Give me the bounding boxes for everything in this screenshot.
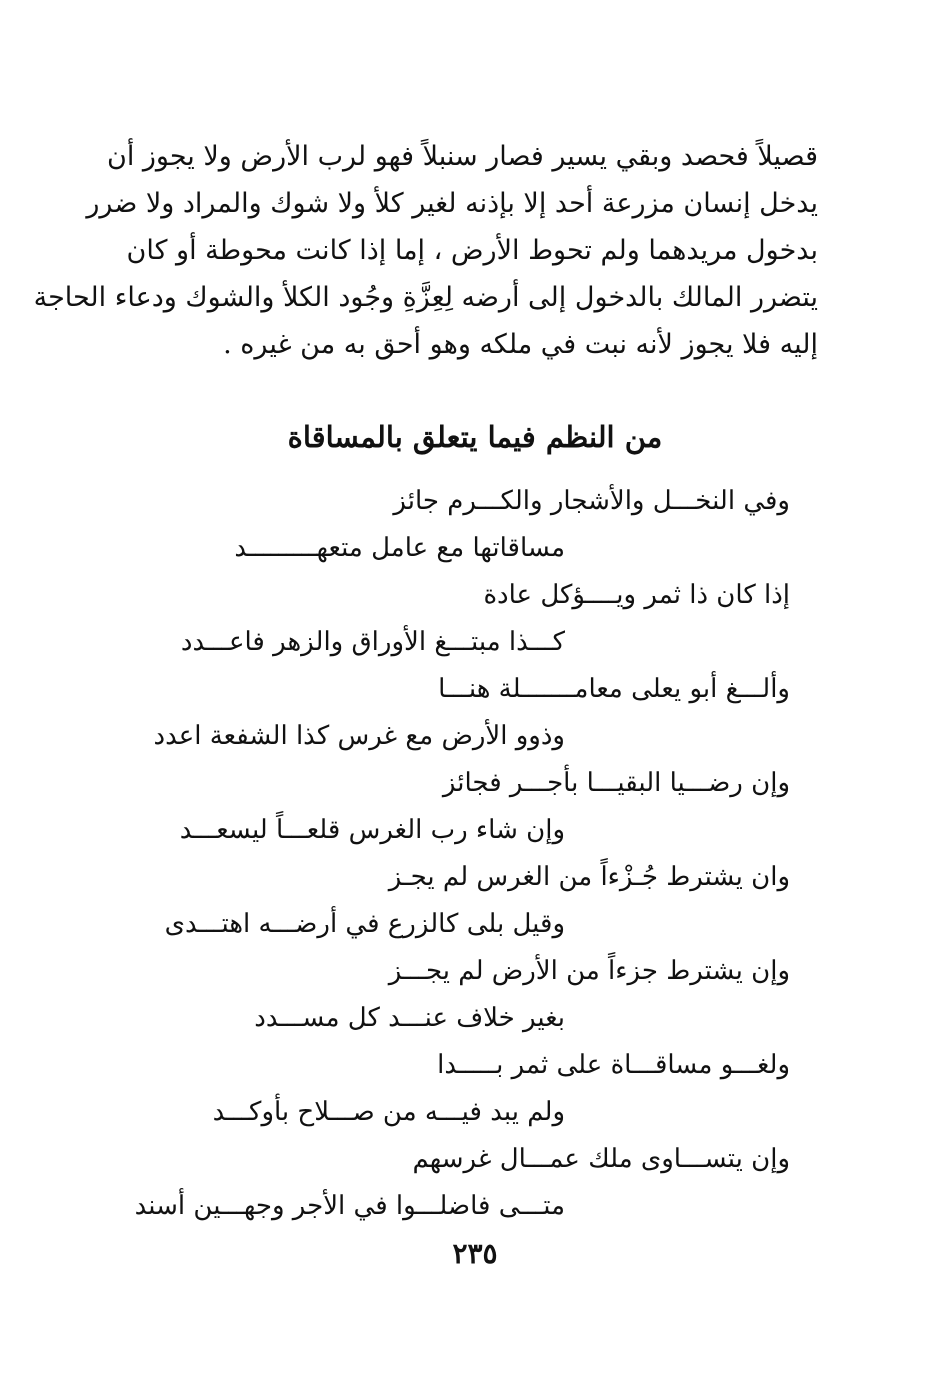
verse-line: وذوو الأرض مع غرس كذا الشفعة اعدد: [153, 721, 565, 751]
prose-line: يتضرر المالك بالدخول إلى أرضه لِعِزَّةِ وجُود الكلأ والشوك ودعاء الحاجة: [33, 282, 818, 313]
verse-line: ولغـــو مساقـــاة على ثمر بـــــدا: [437, 1050, 790, 1080]
prose-paragraph: [33, 133, 818, 368]
prose-line: إليه فلا يجوز لأنه نبت في ملكه وهو أحق به من غيره .: [223, 329, 818, 360]
section-heading: من النظم فيما يتعلق بالمساقاة: [287, 420, 663, 454]
verse-line: متـــى فاضلـــوا في الأجر وجهـــين أسند: [134, 1191, 565, 1221]
verse-line: وان يشترط جُـزْءاً من الغرس لم يجـز: [388, 862, 790, 892]
verse-line: وقيل بلى كالزرع في أرضـــه اهتـــدى: [164, 909, 565, 939]
prose-line: بدخول مريدهما ولم تحوط الأرض ، إما إذا كانت محوطة أو كان: [126, 235, 818, 266]
verse-line: مساقاتها مع عامل متعهـــــــــد: [234, 533, 565, 563]
verse-line: وألـــغ أبو يعلى معامـــــــلة هنـــا: [438, 674, 790, 704]
verse-line: وإن شاء رب الغرس قلعـــاً ليسعـــد: [179, 815, 565, 845]
verse-line: كـــذا مبتـــغ الأوراق والزهر فاعـــدد: [180, 627, 565, 657]
prose-line: قصيلاً فحصد وبقي يسير فصار سنبلاً فهو لرب الأرض ولا يجوز أن: [106, 141, 818, 172]
prose-line: يدخل إنسان مزرعة أحد إلا بإذنه لغير كلأ ولا شوك والمراد ولا ضرر: [86, 188, 818, 219]
page-number: ٢٣٥: [452, 1237, 498, 1270]
verse-line: وإن رضـــيا البقيـــا بأجـــر فجائز: [442, 768, 790, 798]
verse-line: ولم يبد فيـــه من صـــلاح بأوكـــد: [212, 1097, 565, 1127]
verse-line: وفي النخـــل والأشجار والكـــرم جائز: [393, 486, 790, 516]
verse-line: بغير خلاف عنـــد كل مســـدد: [254, 1003, 565, 1033]
verse-line: إذا كان ذا ثمر ويــــؤكل عادة: [483, 580, 790, 610]
verse-line: وإن يتســـاوى ملك عمـــال غرسهم: [412, 1144, 790, 1174]
verse-line: وإن يشترط جزءاً من الأرض لم يجـــز: [388, 956, 790, 986]
